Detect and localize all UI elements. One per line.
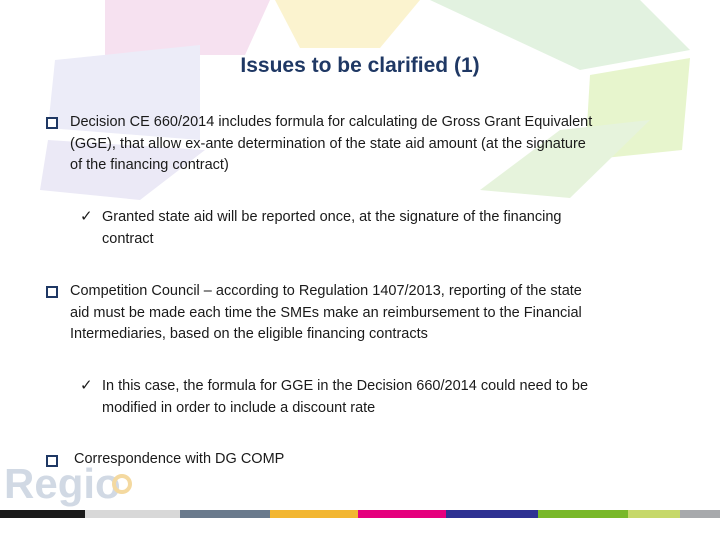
bullet-item-3 xyxy=(74,449,574,471)
stripe-segment xyxy=(446,510,538,518)
bullet-line: aid must be made each time the SMEs make an reimbursement to the Financial xyxy=(70,304,582,321)
bullet-line: Granted state aid will be reported once, at the signature of the financing xyxy=(102,209,562,225)
bullet-square-icon xyxy=(46,117,58,129)
bullet-item-2 xyxy=(70,281,700,346)
checkmark-icon: ✓ xyxy=(80,208,93,225)
stripe-segment xyxy=(358,510,446,518)
sub-bullet-item-1 xyxy=(102,207,682,250)
bullet-line: contract xyxy=(102,230,154,247)
bullet-line: Intermediaries, based on the eligible financing contracts xyxy=(70,326,428,342)
checkmark-icon: ✓ xyxy=(80,377,93,394)
bullet-line: In this case, the formula for GGE in the Decision 660/2014 could need to be xyxy=(102,378,589,394)
bullet-line: Correspondence with DG COMP xyxy=(74,451,285,467)
stripe-segment xyxy=(270,510,358,518)
regio-logo-text: Regio xyxy=(4,460,121,507)
stripe-segment xyxy=(85,510,180,518)
stripe-segment xyxy=(538,510,628,518)
stripe-segment xyxy=(180,510,270,518)
bullet-line: Decision CE 660/2014 includes formula for calculating de Gross Grant Equivalent xyxy=(70,114,593,130)
sub-bullet-item-2 xyxy=(102,376,692,419)
bullet-line: of the financing contract) xyxy=(70,157,229,173)
stripe-segment xyxy=(628,510,680,518)
stripe-segment xyxy=(0,510,85,518)
bullet-line: modified in order to include a discount rate xyxy=(102,399,376,416)
slide-title: Issues to be clarified (1) xyxy=(240,54,480,77)
bullet-square-icon xyxy=(46,286,58,298)
bullet-line: (GGE), that allow ex-ante determination of the state aid amount (at the signature xyxy=(70,135,586,152)
bullet-item-1 xyxy=(70,112,690,177)
bullet-line: Competition Council – according to Regulation 1407/2013, reporting of the state xyxy=(70,283,582,299)
stripe-segment xyxy=(680,510,720,518)
footer-color-stripe xyxy=(0,510,720,518)
regio-logo xyxy=(4,460,134,508)
